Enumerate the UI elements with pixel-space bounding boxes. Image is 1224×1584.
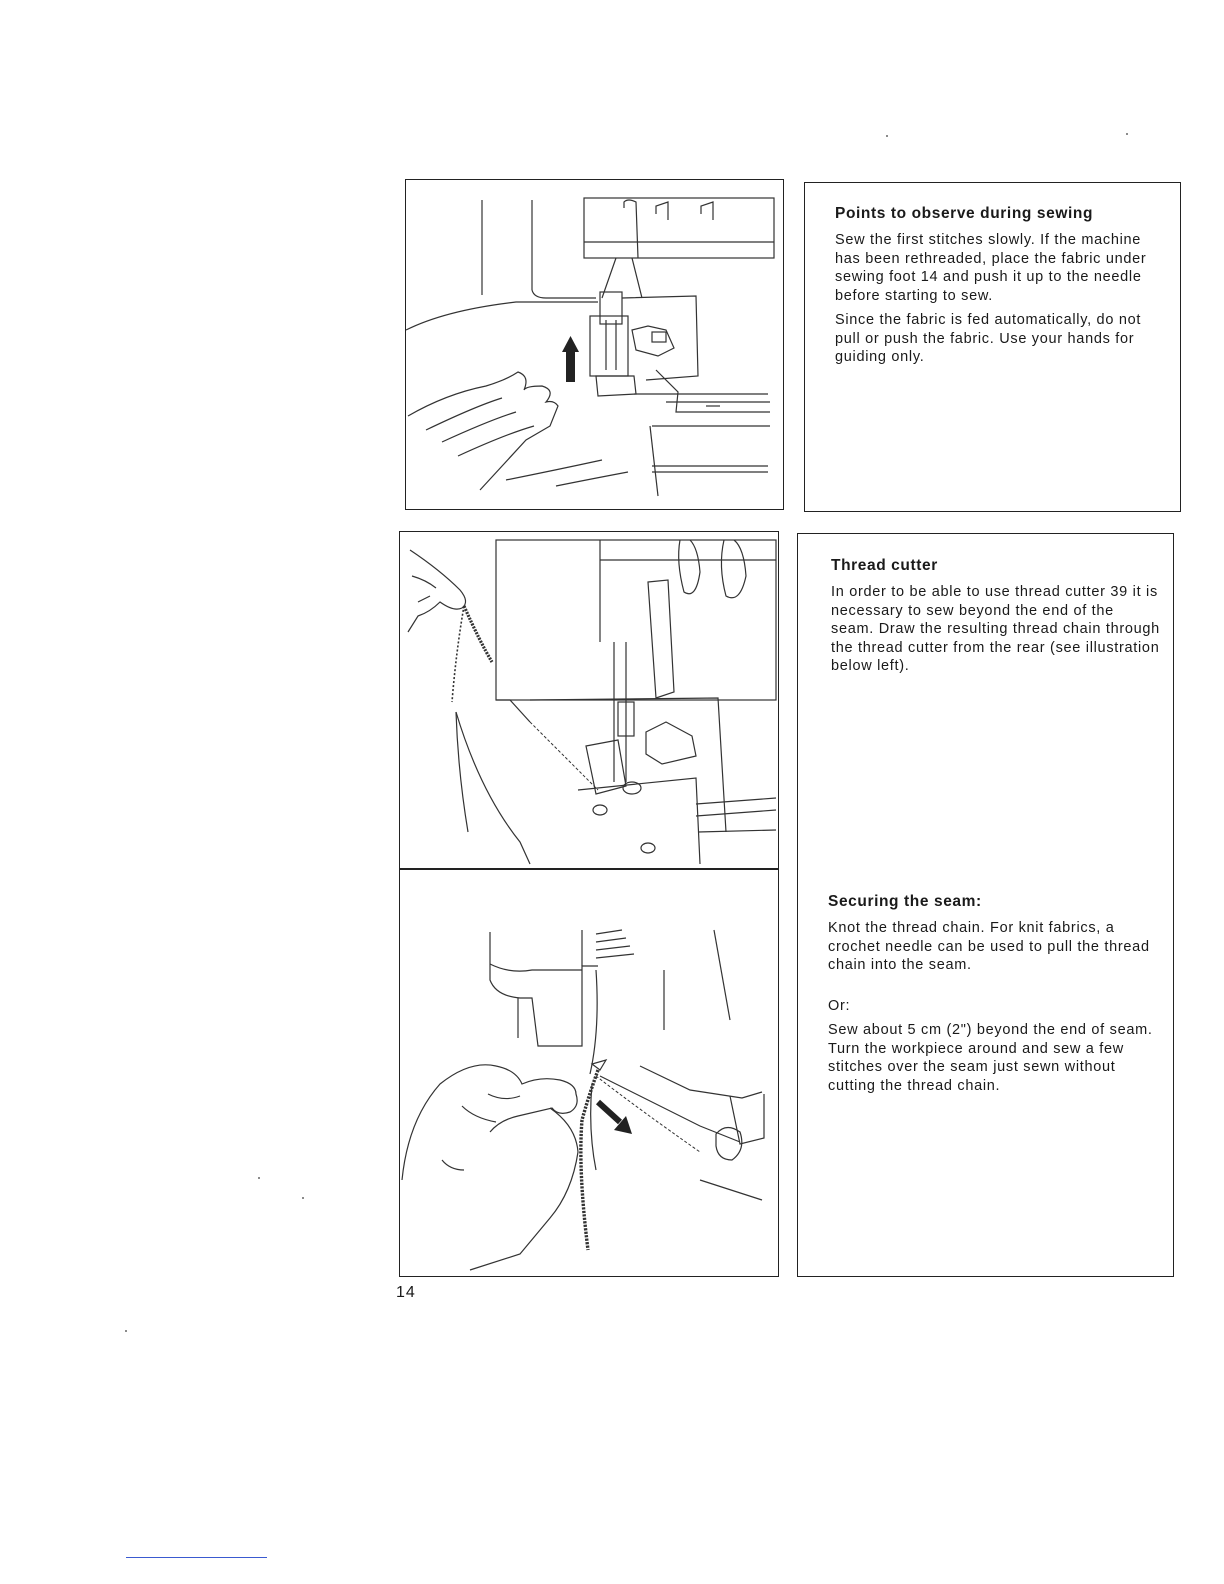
footer-rule [126, 1557, 267, 1558]
securing-paragraph: Knot the thread chain. For knit fabrics, a crochet needle can be used to pull the thread chain into the seam. [828, 920, 1150, 973]
scan-speck [302, 1197, 304, 1199]
or-paragraph: Sew about 5 cm (2") beyond the end of seam. Turn the workpiece around and sew a few stitches over the seam just sewn without cutting the thread chain. [828, 1022, 1153, 1094]
feeding-illustration [406, 180, 783, 509]
points-paragraph-1: Sew the first stitches slowly. If the machine has been rethreaded, place the fabric under sewing foot 14 and push it up to the needle before starting to sew. [835, 232, 1147, 304]
scan-speck [258, 1177, 260, 1179]
thread-cutter-heading: Thread cutter [831, 557, 938, 574]
scan-speck [886, 135, 888, 137]
scan-speck [125, 1330, 127, 1332]
page-number: 14 [396, 1284, 416, 1301]
points-panel [835, 205, 1165, 373]
securing-illustration [400, 870, 778, 1276]
points-heading: Points to observe during sewing [835, 205, 1094, 222]
securing-panel [828, 893, 1163, 1101]
thread-cutter-panel [831, 557, 1161, 682]
thread-cutter-paragraph: In order to be able to use thread cutter 39 it is necessary to sew beyond the end of the seam. Draw the resulting thread chain through the thread cutter from the rear (see illustration below left). [831, 584, 1160, 674]
scan-speck [1126, 133, 1128, 135]
or-heading: Or: [828, 997, 851, 1014]
points-paragraph-2: Since the fabric is fed automatically, do not pull or push the fabric. Use your hands for guiding only. [835, 312, 1142, 365]
cutting-illustration [400, 532, 778, 867]
securing-heading: Securing the seam: [828, 893, 982, 910]
